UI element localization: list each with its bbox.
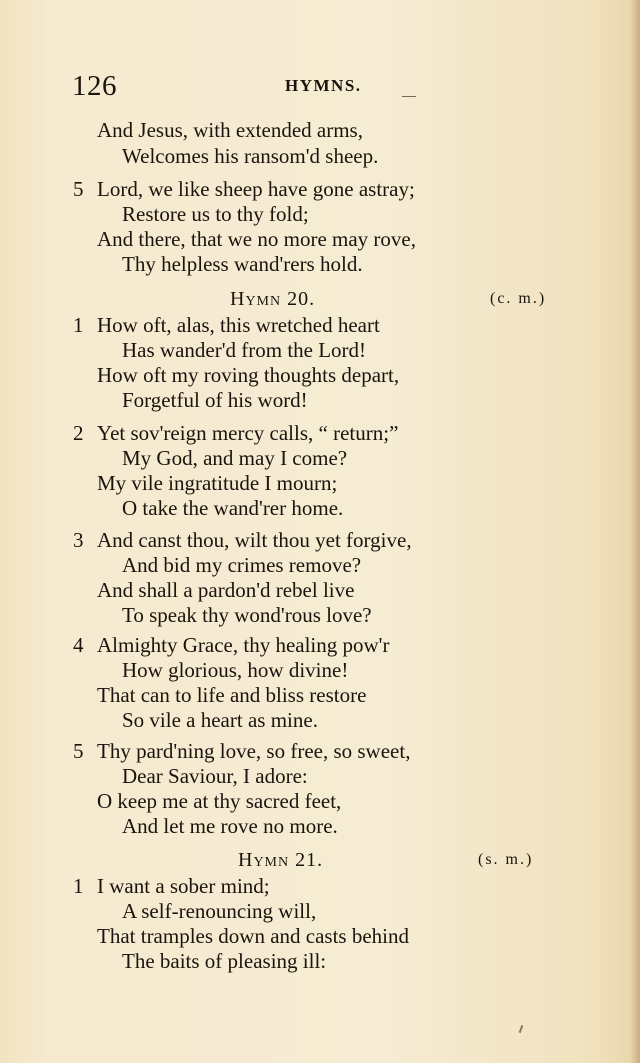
hymn-meter: (c. m.) bbox=[490, 290, 547, 307]
verse-line: My vile ingratitude I mourn; bbox=[97, 471, 338, 495]
verse-line: Thy helpless wand'rers hold. bbox=[122, 252, 363, 276]
verse-line: And canst thou, wilt thou yet forgive, bbox=[97, 528, 412, 552]
verse-line: And let me rove no more. bbox=[122, 814, 338, 838]
hymn-title bbox=[238, 847, 323, 873]
stanza-number: 5 bbox=[73, 177, 84, 201]
verse-line: That tramples down and casts behind bbox=[97, 924, 410, 948]
page-edge-shadow bbox=[630, 0, 640, 1063]
verse-line: And bid my crimes remove? bbox=[122, 553, 362, 577]
verse-line: To speak thy wond'rous love? bbox=[122, 603, 372, 627]
verse-line: O take the wand'rer home. bbox=[122, 496, 344, 520]
paper-speck bbox=[519, 1025, 524, 1033]
verse-line: Welcomes his ransom'd sheep. bbox=[122, 144, 379, 168]
hymn-title-text: Hymn 20. bbox=[230, 288, 316, 310]
verse-line: My God, and may I come? bbox=[122, 446, 348, 470]
print-mark bbox=[402, 96, 416, 97]
verse-line: Restore us to thy fold; bbox=[122, 202, 309, 226]
verse-line: Forgetful of his word! bbox=[122, 388, 308, 412]
verse-line: O keep me at thy sacred feet, bbox=[97, 789, 342, 813]
verse-line: The baits of pleasing ill: bbox=[122, 949, 327, 973]
stanza-number: 4 bbox=[73, 633, 84, 657]
hymn-title-text: Hymn 21. bbox=[238, 849, 324, 871]
verse-line: How glorious, how divine! bbox=[122, 658, 349, 682]
stanza-number: 5 bbox=[73, 739, 84, 763]
verse-line: And Jesus, with extended arms, bbox=[97, 118, 363, 142]
page-number: 126 bbox=[72, 70, 117, 102]
verse-line: How oft, alas, this wretched heart bbox=[97, 313, 380, 337]
verse-line: Lord, we like sheep have gone astray; bbox=[97, 177, 415, 201]
verse-line: I want a sober mind; bbox=[97, 874, 270, 898]
hymn-title bbox=[230, 286, 315, 312]
stanza-number: 2 bbox=[73, 421, 84, 445]
verse-line: So vile a heart as mine. bbox=[122, 708, 318, 732]
verse-line: Yet sov'reign mercy calls, “ return;” bbox=[97, 421, 399, 445]
hymn-meter: (s. m.) bbox=[478, 851, 534, 868]
verse-line: A self-renouncing will, bbox=[122, 899, 317, 923]
stanza-number: 1 bbox=[73, 874, 84, 898]
verse-line: And shall a pardon'd rebel live bbox=[97, 578, 355, 602]
stanza-number: 3 bbox=[73, 528, 84, 552]
verse-line: Has wander'd from the Lord! bbox=[122, 338, 367, 362]
verse-line: Thy pard'ning love, so free, so sweet, bbox=[97, 739, 411, 763]
verse-line: That can to life and bliss restore bbox=[97, 683, 367, 707]
stanza-number: 1 bbox=[73, 313, 84, 337]
running-head: HYMNS. bbox=[285, 76, 362, 95]
verse-line: Almighty Grace, thy healing pow'r bbox=[97, 633, 390, 657]
page-header bbox=[72, 68, 552, 108]
verse-line: How oft my roving thoughts depart, bbox=[97, 363, 400, 387]
verse-line: Dear Saviour, I adore: bbox=[122, 764, 308, 788]
verse-line: And there, that we no more may rove, bbox=[97, 227, 416, 251]
